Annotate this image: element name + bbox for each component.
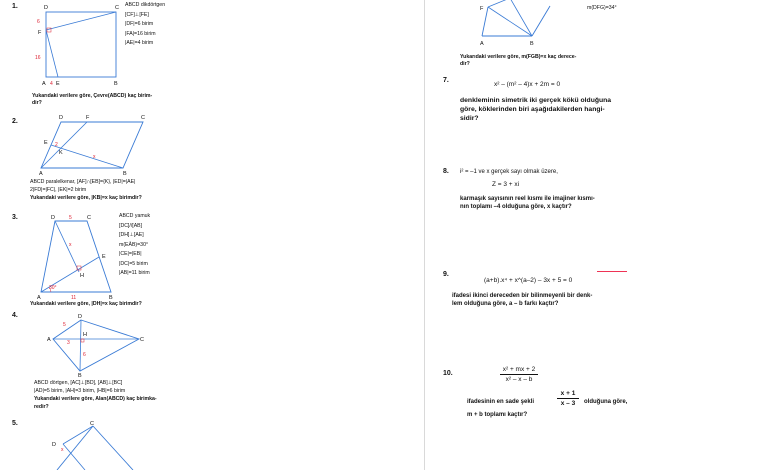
q2-given-line: 2|FD|=|FC|, |EK|=2 birim <box>30 187 87 193</box>
q5-label-D: D <box>52 442 56 448</box>
q2-label-B: B <box>123 171 127 177</box>
q9-red-mark <box>597 271 627 272</box>
q4-quadrilateral-figure <box>45 314 155 379</box>
q4-question-line: redir? <box>34 404 49 410</box>
q2-label-K: K <box>59 150 63 156</box>
q10-frac1-denominator: x² – x – b <box>505 376 533 383</box>
q3-given-item: ABCD yamuk <box>119 213 151 219</box>
q2-parallelogram-figure <box>35 113 155 178</box>
q10-frac2-bar <box>557 398 579 399</box>
question-10-number: 10. <box>443 370 453 377</box>
q1-label-D: D <box>44 5 48 11</box>
q4-given-line: |AD|=5 birim, |AH|=3 birim, |HB|=6 birim <box>34 388 126 394</box>
q2-label-2: 2 <box>55 142 58 148</box>
q3-given-item: |AB|=11 birim <box>119 270 150 276</box>
column-divider <box>424 0 425 470</box>
question-3-number: 3. <box>12 214 18 221</box>
q3-given-item: [DH]⊥[AE] <box>119 232 144 238</box>
q4-given <box>34 379 157 411</box>
q3-label-11: 11 <box>71 295 77 301</box>
question-5-number: 5. <box>12 420 18 427</box>
q3-given-list <box>119 212 150 279</box>
question-8-number: 8. <box>443 168 449 175</box>
q3-label-H: H <box>80 273 84 279</box>
q1-label-E: E <box>56 81 60 87</box>
question-7-number: 7. <box>443 77 449 84</box>
q5-label-x: x <box>61 447 64 453</box>
q4-label-C: C <box>140 337 144 343</box>
q7-text-line: sidir? <box>460 115 479 122</box>
q3-given-item: m(EÂB)=30° <box>119 241 149 248</box>
question-1-number: 1. <box>12 3 18 10</box>
q10-fraction-2 <box>557 390 579 407</box>
q3-label-x: x <box>69 242 72 248</box>
q3-question: Yukarıdaki verilere göre, |DH|=x kaç birimdir? <box>30 301 142 307</box>
q1-label-A: A <box>42 81 46 87</box>
q6-given: m(DFG)=34° <box>587 5 617 11</box>
q4-label-H: H <box>83 332 87 338</box>
q9-text <box>452 292 592 308</box>
q4-given-line: ABCD dörtgen, [AC]⊥[BD], [AB]⊥[BC] <box>34 380 123 386</box>
q3-label-angle: 30° <box>49 285 57 291</box>
q6-label-A: A <box>480 41 484 47</box>
q8-text-line: nın toplamı –4 olduğuna göre, x kaçtır? <box>460 204 572 210</box>
q4-label-3: 3 <box>67 340 70 346</box>
q10-frac1-numerator: x² + mx + 2 <box>502 366 536 373</box>
q2-given <box>30 178 142 202</box>
q3-given-item: |DC|=5 birim <box>119 260 148 267</box>
q7-equation: x² – (m² – 4)x + 2m = 0 <box>494 81 561 88</box>
q5-label-C: C <box>90 421 94 427</box>
q1-label-F: F <box>38 30 42 36</box>
q2-label-E: E <box>44 140 48 146</box>
q6-figure <box>470 0 570 50</box>
q6-question <box>460 54 576 68</box>
q8-text <box>460 195 595 211</box>
q7-text-line: göre, köklerinden biri aşağıdakilerden hangi- <box>460 106 605 113</box>
q1-given-item: ABCD dikdörtgen <box>125 2 166 8</box>
q8-text-line: karmaşık sayısının reel kısmı ile imajiner kısmı- <box>460 196 595 202</box>
q6-question-line: Yukarıdaki verilere göre, m(FGB)=x kaç derece- <box>460 54 577 60</box>
q1-rectangle-figure <box>30 0 130 90</box>
q3-label-B: B <box>109 295 113 301</box>
q1-question-line: Yukarıdaki verilere göre, Çevre(ABCD) kaç birim- <box>32 93 153 99</box>
q2-label-C: C <box>141 115 145 121</box>
q3-label-E: E <box>102 254 106 260</box>
q2-label-A: A <box>39 171 43 177</box>
q4-question-line: Yukarıdaki verilere göre, Alan(ABCD) kaç birimka- <box>34 396 157 402</box>
q2-given-line: ABCD paralelkenar, [AF]∩[EB]={K}, |ED|=|AE| <box>30 179 136 185</box>
q6-question-line: dir? <box>460 61 470 67</box>
q9-equation: (a+b).x⁴ + x^(a–2) – 3x + 5 = 0 <box>484 277 573 284</box>
q4-label-6: 6 <box>83 352 86 358</box>
q10-fraction-1 <box>500 366 538 383</box>
question-4-number: 4. <box>12 312 18 319</box>
q8-equation: Z = 3 + xi <box>492 181 520 188</box>
q2-label-D: D <box>59 115 63 121</box>
q6-label-B: B <box>530 41 534 47</box>
q10-frac1-bar <box>500 374 538 375</box>
q6-label-F: F <box>480 6 484 12</box>
q9-text-line: ifadesi ikinci dereceden bir bilinmeyenli bir denk- <box>452 293 593 299</box>
q4-label-5: 5 <box>63 322 66 328</box>
q2-label-F: F <box>86 115 90 121</box>
q1-given-item: |DF|=6 birim <box>125 21 154 27</box>
q2-question: Yukarıdaki verilere göre, |KB|=x kaç birimdir? <box>30 195 142 201</box>
q1-question <box>32 93 152 107</box>
q3-given-item: [DC]//[AB] <box>119 222 143 229</box>
q10-frac2-denominator: x – 3 <box>560 400 576 407</box>
q4-label-B: B <box>78 373 82 379</box>
q4-label-A: A <box>47 337 51 343</box>
q1-label-16: 16 <box>35 55 41 61</box>
q10-text-a: ifadesinin en sade şekli <box>467 399 535 405</box>
q3-label-5: 5 <box>69 215 72 221</box>
q1-label-C: C <box>115 5 119 11</box>
q9-text-line: lem olduğuna göre, a – b farkı kaçtır? <box>452 301 559 307</box>
q3-trapezoid-figure <box>35 212 115 302</box>
q4-label-D: D <box>78 314 82 320</box>
q1-label-B: B <box>114 81 118 87</box>
q5-figure <box>45 418 135 470</box>
q1-label-6: 6 <box>37 19 40 25</box>
q7-text-line: denkleminin simetrik iki gerçek kökü olduğuna <box>460 97 612 104</box>
q1-given-item: |AE|=4 birim <box>125 40 154 46</box>
q10-text-b: olduğuna göre, <box>584 399 628 405</box>
q10-frac2-numerator: x + 1 <box>560 390 576 397</box>
q10-text-c: m + b toplamı kaçtır? <box>467 412 528 418</box>
q8-line1: i² = –1 ve x gerçek sayı olmak üzere, <box>460 169 558 175</box>
q1-label-4: 4 <box>50 81 53 87</box>
q3-label-C: C <box>87 215 91 221</box>
q3-given-item: |CE|=|EB| <box>119 251 142 257</box>
q1-question-line: dir? <box>32 100 42 106</box>
q1-given-item: |FA|=16 birim <box>125 30 156 37</box>
q3-label-D: D <box>51 215 55 221</box>
q2-label-x: x <box>93 154 96 160</box>
q7-text <box>460 96 611 123</box>
q1-given-list <box>125 1 165 49</box>
q1-given-item: [CF]⊥[FE] <box>125 11 149 18</box>
question-9-number: 9. <box>443 271 449 278</box>
q3-label-A: A <box>37 295 41 301</box>
question-2-number: 2. <box>12 118 18 125</box>
